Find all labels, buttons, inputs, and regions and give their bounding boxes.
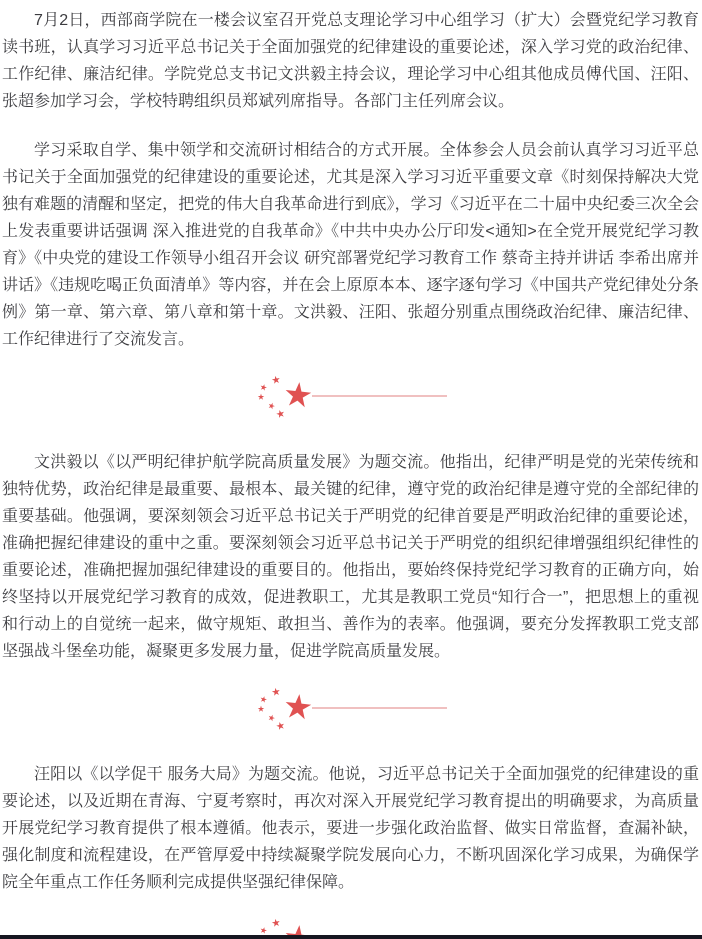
article-paragraph-4: 汪阳以《以学促干 服务大局》为题交流。他说，习近平总书记关于全面加强党的纪律建设的重要论述，以及近期在青海、宁夏考察时，再次对深入开展党纪学习教育提出的明确要求，为高质量开展党纪学习教育提供了根本遵循。他表示，要进一步强化政治监督、做实日常监督，查漏补缺，强化制度和流程建设，在严管厚爱中持续凝聚学院发展向心力，不断巩固深化学习成果，为确保学院全年重点工作任务顺利完成提供坚强纪律保障。 bbox=[2, 766, 699, 891]
small-star-icon bbox=[267, 714, 275, 722]
star-divider bbox=[255, 687, 447, 731]
small-star-icon bbox=[257, 706, 263, 712]
star-divider bbox=[255, 375, 447, 419]
small-star-icon bbox=[267, 402, 275, 410]
small-star-icon bbox=[259, 383, 267, 391]
article-paragraph-1: 7月2日，西部商学院在一楼会议室召开党总支理论学习中心组学习（扩大）会暨党纪学习教育读书班，认真学习习近平总书记关于全面加强党的纪律建设的重要论述，深入学习党的政治纪律、工作纪律、廉洁纪律。学院党总支书记文洪毅主持会议，理论学习中心组其他成员傅代国、汪阳、张超参加学习会，学校特聘组织员郑斌列席指导。各部门主任列席会议。 bbox=[2, 12, 699, 110]
article-paragraph-3: 文洪毅以《以严明纪律护航学院高质量发展》为题交流。他指出，纪律严明是党的光荣传统和独特优势，政治纪律是最重要、最根本、最关键的纪律，遵守党的政治纪律是遵守党的全部纪律的重要基础。他强调，要深刻领会习近平总书记关于严明党的纪律首要是严明政治纪律的重要论述，准确把握纪律建设的重中之重。要深刻领会习近平总书记关于严明党的组织纪律增强组织纪律性的重要论述，准确把握加强纪律建设的重要目的。他指出，要始终保持党纪学习教育的正确方向，始终坚持以开展党纪学习教育的成效，促进教职工，尤其是教职工党员“知行合一”，把思想上的重视和行动上的自觉统一起来，做守规矩、敢担当、善作为的表率。他强调，要充分发挥教职工党支部坚强战斗堡垒功能，凝聚更多发展力量，促进学院高质量发展。 bbox=[2, 454, 699, 660]
small-star-icon bbox=[271, 918, 280, 927]
article-paragraph-2: 学习采取自学、集中领学和交流研讨相结合的方式开展。全体参会人员会前认真学习习近平总书记关于全面加强党的纪律建设的重要论述，尤其是深入学习习近平重要文章《时刻保持解决大党独有难题的清醒和坚定，把党的伟大自我革命进行到底》，学习《习近平在二十届中央纪委三次全会上发表重要讲话强调 深入推进党的自我革命》《中共中央办公厅印发<通知>在全党开展党纪学习教育》《中央党的建设工作领导小组召开会议 研究部署党纪学习教育工作 蔡奇主持并讲话 李希出席并讲话》《违规吃喝正负面清单》等内容，并在会上原原本本、逐字逐句学习《中国共产党纪律处分条例》第一章、第六章、第八章和第十章。文洪毅、汪阳、张超分别重点围绕政治纪律、廉洁纪律、工作纪律进行了交流发言。 bbox=[2, 142, 699, 348]
small-star-icon bbox=[275, 409, 285, 418]
small-star-icon bbox=[271, 375, 280, 384]
star-divider-graphic bbox=[255, 687, 447, 731]
bottom-border bbox=[0, 935, 702, 939]
big-star-icon bbox=[284, 381, 312, 408]
small-star-icon bbox=[259, 926, 267, 934]
star-divider-graphic bbox=[255, 375, 447, 419]
big-star-icon bbox=[284, 693, 312, 720]
small-star-icon bbox=[257, 394, 263, 400]
small-star-icon bbox=[275, 721, 285, 730]
small-star-icon bbox=[259, 695, 267, 703]
small-star-icon bbox=[271, 687, 280, 696]
